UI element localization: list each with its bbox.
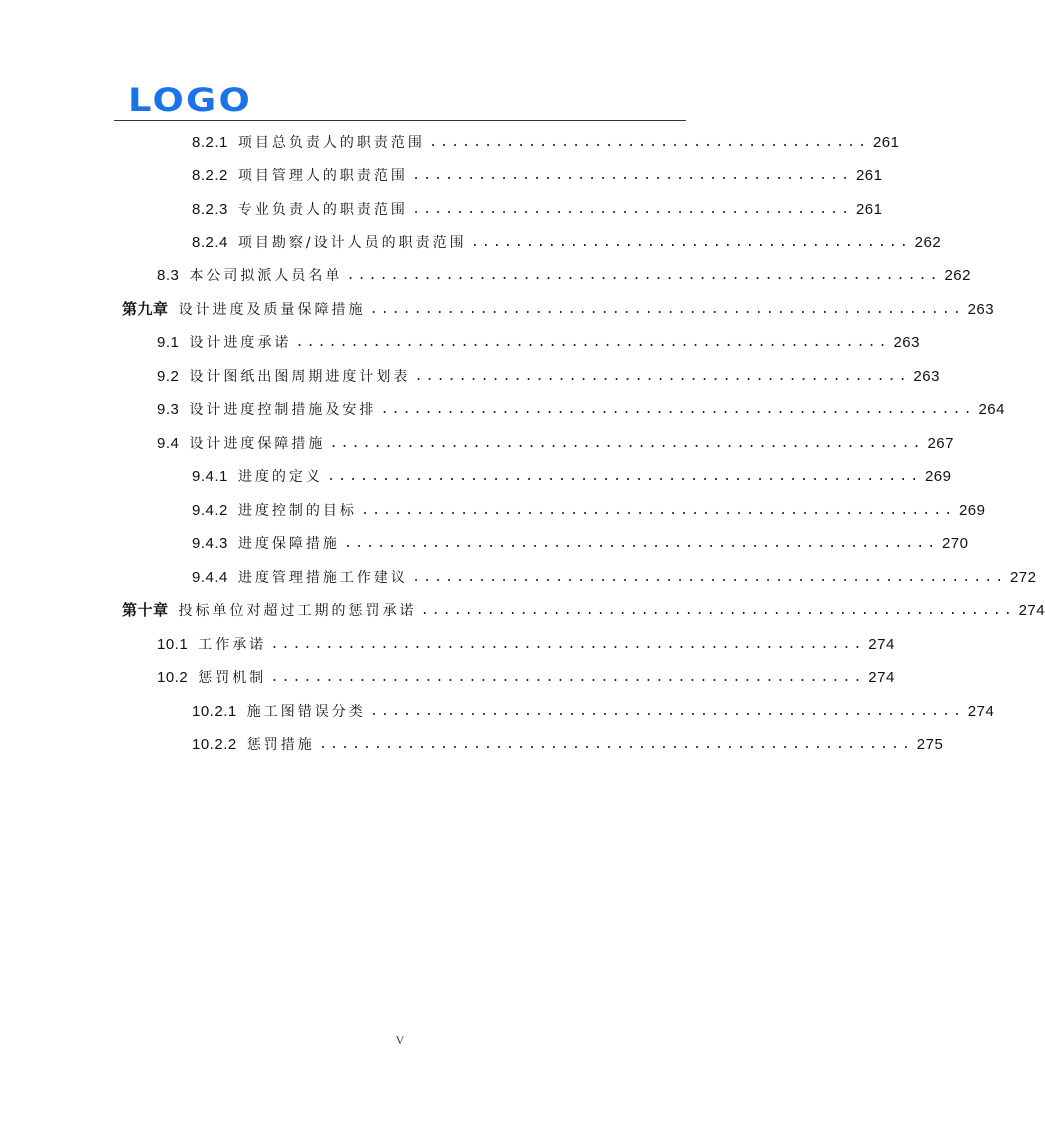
toc-title: 进度保障措施 bbox=[237, 536, 340, 552]
toc-title: 惩罚措施 bbox=[246, 737, 315, 753]
toc-page: 264 bbox=[978, 401, 1005, 418]
toc-leader: ........................................ bbox=[428, 135, 869, 151]
toc-number: 10.1 bbox=[157, 636, 189, 653]
toc-title: 设计进度控制措施及安排 bbox=[189, 402, 377, 418]
toc-number: 第十章 bbox=[122, 602, 169, 619]
toc-number: 8.3 bbox=[157, 267, 180, 284]
toc-entry-8-2-3[interactable] bbox=[192, 195, 883, 219]
toc-leader: ...................................................... bbox=[295, 335, 890, 351]
toc-number: 9.4.3 bbox=[192, 535, 228, 552]
toc-title: 设计图纸出图周期进度计划表 bbox=[189, 369, 411, 385]
toc-number: 第九章 bbox=[122, 301, 169, 318]
toc-entry-8-2-4[interactable] bbox=[192, 228, 942, 252]
toc-leader: ........................................ bbox=[411, 202, 852, 218]
toc-number: 9.4 bbox=[157, 435, 180, 452]
toc-leader: ...................................................... bbox=[369, 704, 964, 720]
toc-number: 8.2.2 bbox=[192, 167, 228, 184]
toc-entry-9-4-3[interactable] bbox=[192, 529, 969, 553]
toc-page: 261 bbox=[855, 201, 883, 218]
toc-leader: ...................................................... bbox=[270, 637, 865, 653]
toc-leader: ...................................................... bbox=[326, 469, 921, 485]
toc-leader: ...................................................... bbox=[411, 570, 1006, 586]
toc-leader: ...................................................... bbox=[270, 670, 865, 686]
toc-title: 设计进度及质量保障措施 bbox=[178, 302, 366, 318]
toc-number: 8.2.3 bbox=[192, 201, 228, 218]
toc-page: 274 bbox=[967, 703, 995, 720]
toc-number: 9.1 bbox=[157, 334, 180, 351]
toc-leader: ........................................ bbox=[470, 235, 911, 251]
toc-entry-9-1[interactable] bbox=[157, 328, 920, 352]
toc-title: 进度控制的目标 bbox=[237, 503, 357, 519]
toc-title: 工作承诺 bbox=[198, 637, 267, 653]
toc-title: 专业负责人的职责范围 bbox=[237, 202, 408, 218]
toc-title: 进度的定义 bbox=[237, 469, 323, 485]
toc-number: 8.2.1 bbox=[192, 134, 228, 151]
toc-page: 269 bbox=[924, 468, 952, 485]
toc-entry-10-1[interactable] bbox=[157, 630, 895, 654]
toc-title: 项目总负责人的职责范围 bbox=[237, 135, 425, 151]
toc-entry-9-4-4[interactable] bbox=[192, 563, 1037, 587]
toc-page: 263 bbox=[893, 334, 920, 351]
toc-title: 本公司拟派人员名单 bbox=[189, 268, 343, 284]
toc-number: 9.4.2 bbox=[192, 502, 228, 519]
toc-page: 269 bbox=[958, 502, 986, 519]
toc-page: 274 bbox=[1018, 602, 1045, 619]
toc-entry-chapter-9[interactable] bbox=[122, 295, 995, 319]
toc-page: 261 bbox=[872, 134, 900, 151]
toc-number: 9.4.4 bbox=[192, 569, 228, 586]
toc-leader: ...................................................... bbox=[360, 503, 955, 519]
toc-number: 10.2.1 bbox=[192, 703, 237, 720]
toc-number: 9.4.1 bbox=[192, 468, 228, 485]
page-number: V bbox=[395, 1033, 405, 1047]
toc-leader: ...................................................... bbox=[329, 436, 924, 452]
toc-entry-8-3[interactable] bbox=[157, 261, 971, 285]
toc-page: 275 bbox=[916, 736, 944, 753]
toc-entry-9-4-1[interactable] bbox=[192, 462, 952, 486]
toc-number: 10.2.2 bbox=[192, 736, 237, 753]
toc-title: 设计进度承诺 bbox=[189, 335, 292, 351]
toc-number: 9.2 bbox=[157, 368, 180, 385]
toc-title: 惩罚机制 bbox=[198, 670, 267, 686]
toc-title: 进度管理措施工作建议 bbox=[237, 570, 408, 586]
toc-entry-8-2-2[interactable] bbox=[192, 161, 883, 185]
toc-number: 8.2.4 bbox=[192, 234, 228, 251]
toc-page: 272 bbox=[1009, 569, 1037, 586]
toc-entry-10-2[interactable] bbox=[157, 663, 895, 687]
toc-leader: ........................................ bbox=[411, 168, 852, 184]
toc-page: 267 bbox=[927, 435, 954, 452]
toc-page: 263 bbox=[913, 368, 940, 385]
toc-page: 261 bbox=[855, 167, 883, 184]
toc-entry-10-2-2[interactable] bbox=[192, 730, 944, 754]
toc-entry-9-4[interactable] bbox=[157, 429, 954, 453]
toc-entry-8-2-1[interactable] bbox=[192, 128, 900, 152]
toc-entry-9-4-2[interactable] bbox=[192, 496, 986, 520]
toc-title: 项目管理人的职责范围 bbox=[237, 168, 408, 184]
toc-title: 设计进度保障措施 bbox=[189, 436, 326, 452]
toc-leader: ............................................. bbox=[414, 369, 910, 385]
toc-leader: ...................................................... bbox=[346, 268, 941, 284]
toc-title: 投标单位对超过工期的惩罚承诺 bbox=[178, 603, 417, 619]
toc-entry-9-2[interactable] bbox=[157, 362, 940, 386]
toc-page: 262 bbox=[944, 267, 971, 284]
toc-page: 274 bbox=[868, 669, 895, 686]
toc-number: 10.2 bbox=[157, 669, 189, 686]
toc-leader: ...................................................... bbox=[369, 302, 964, 318]
toc-page: 262 bbox=[914, 234, 942, 251]
toc-entry-10-2-1[interactable] bbox=[192, 697, 995, 721]
toc-title: 施工图错误分类 bbox=[246, 704, 366, 720]
company-logo: LOGO bbox=[128, 81, 253, 119]
toc-leader: ...................................................... bbox=[343, 536, 938, 552]
toc-leader: ...................................................... bbox=[380, 402, 975, 418]
toc-entry-9-3[interactable] bbox=[157, 395, 1005, 419]
header-divider bbox=[114, 120, 686, 121]
toc-leader: ...................................................... bbox=[420, 603, 1015, 619]
toc-page: 263 bbox=[967, 301, 995, 318]
toc-entry-chapter-10[interactable] bbox=[122, 596, 1045, 620]
toc-page: 270 bbox=[941, 535, 969, 552]
toc-page: 274 bbox=[868, 636, 895, 653]
toc-leader: ...................................................... bbox=[318, 737, 913, 753]
toc-number: 9.3 bbox=[157, 401, 180, 418]
toc-title: 项目勘察/设计人员的职责范围 bbox=[237, 235, 467, 251]
